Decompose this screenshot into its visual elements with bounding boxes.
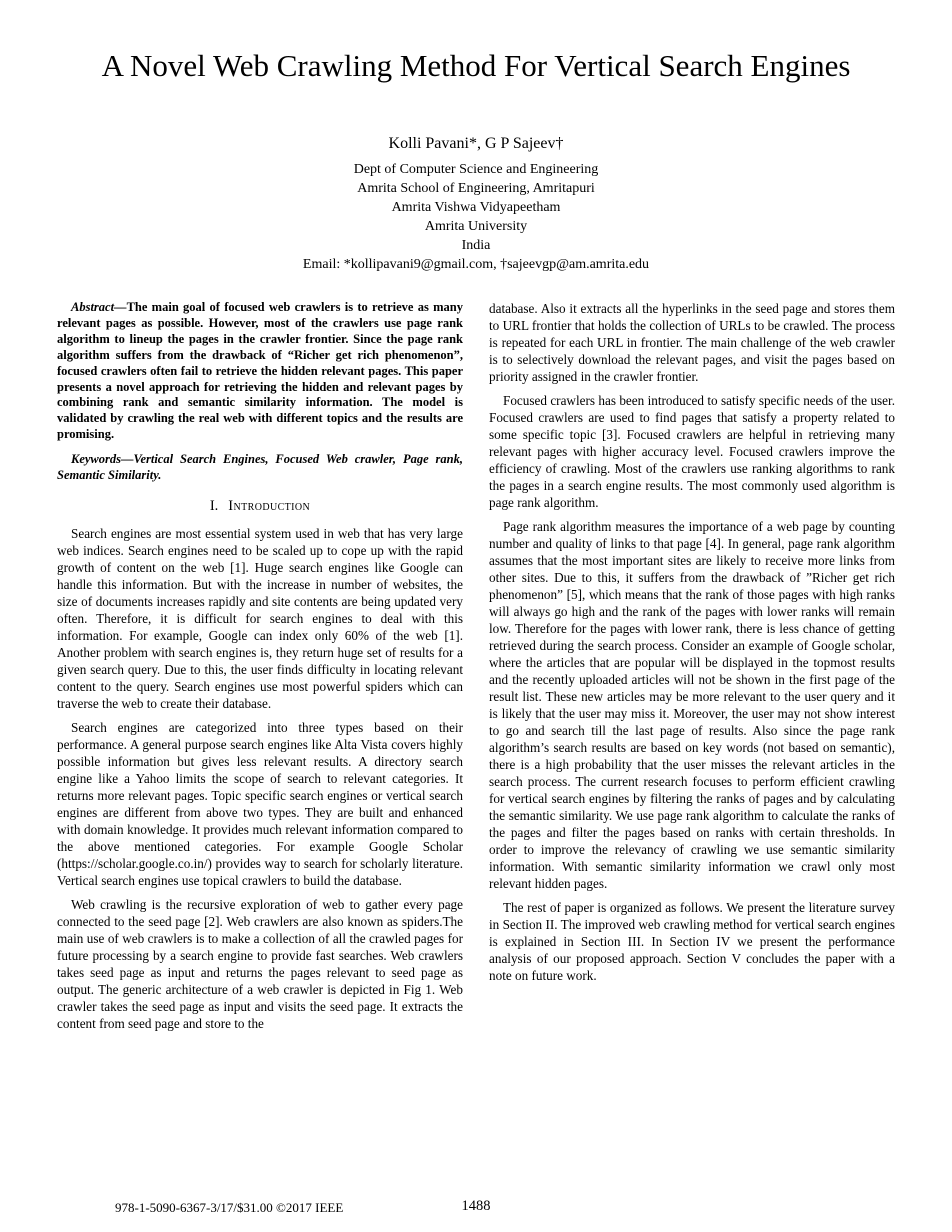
- section-title: Introduction: [228, 497, 311, 514]
- left-column: [57, 300, 463, 1039]
- paragraph: database. Also it extracts all the hyperlinks in the seed page and stores them to URL frontier that holds the collection of URLs to be crawled. The process is repeated for each URL in frontier. The main challenge of the web crawler is to selectively download the relevant pages, and visit the pages based on priority assigned in the crawler frontier.: [489, 301, 895, 384]
- page-footer: [0, 1198, 952, 1218]
- section-heading-introduction: [57, 498, 463, 515]
- paragraph: Page rank algorithm measures the importance of a web page by counting number and quality of links to that page [4]. In general, page rank algorithm assumes that the most important sites are likely to receive more links from other sites. Due to this, it suffers from the drawback of ”Richer get rich phenomenon” [5], which means that the rank of those pages with high ranks will always go high and the rank of the pages with lower ranks will remain low. Therefore for the pages with lower rank, there is less chance of getting retrieved during the search process. Consider an example of Google scholar, where the articles that are popular will be displayed in the topmost results and the recently uploaded articles will not be shown in the first page of the result list. These new articles may be more relevant to the user query and it is likely that the user may miss it. Moreover, the user may not show interest to go and search till the last page of results. Also since the page rank algorithm’s search results are based on key words (not based on semantic), there is a high probability that the user misses the relevant articles in the search process. The current research focuses to perform efficient crawling for vertical search engines by filtering the ranks of pages and by calculating the semantic similarity. We use page rank algorithm to calculate the ranks of the pages and filter the pages based on ranks with certain thresholds. In order to improve the relevancy of crawling we use semantic similarity information. With semantic similarity information we crawl only most relevant hidden pages.: [489, 519, 895, 891]
- two-column-body: [57, 300, 895, 1039]
- paragraph: Focused crawlers has been introduced to satisfy specific needs of the user. Focused crawlers are used to find pages that satisfy a property related to some specific topic [3]. Focused crawlers are helpful in retrieving many relevant pages with higher accuracy level. Focused crawlers improve the efficiency of crawling. Most of the crawlers use ranking algorithms to rank the pages in a search engine results. The most commonly used algorithm is page rank algorithm.: [489, 393, 895, 510]
- page-number: 1488: [461, 1198, 491, 1214]
- affiliation-line: Amrita School of Engineering, Amritapuri: [357, 181, 595, 196]
- keywords-text: Vertical Search Engines, Focused Web crawler, Page rank, Semantic Similarity.: [57, 452, 463, 483]
- paper-title: A Novel Web Crawling Method For Vertical Search Engines: [101, 48, 851, 83]
- affiliation-line: Dept of Computer Science and Engineering: [353, 162, 599, 177]
- abstract-text: The main goal of focused web crawlers is to retrieve as many relevant pages as possible. However, most of the crawlers use page rank algorithm to lineup the pages in the crawler frontier. Since the page rank algorithm suffers from the drawback of “Richer get rich phenomenon”, focused crawlers often fail to retrieve the hidden relevant pages. This paper presents a novel approach for retrieving the hidden and relevant pages by combining rank and semantic similarity information. The model is validated by crawling the real web with different topics and the results are promising.: [57, 300, 463, 442]
- keywords: [57, 452, 463, 484]
- paragraph: Web crawling is the recursive exploration of web to gather every page connected to the seed page [2]. Web crawlers are also known as spiders.The main use of web crawlers is to make a collection of all the crawled pages for future processing by a search engine to provide fast searches. Web crawlers takes seed page as input and returns the pages relevant to seed page as output. The generic architecture of a web crawler is depicted in Fig 1. Web crawler takes the seed page as input and visits the seed page. It extracts the content from seed page and store to the: [57, 896, 463, 1031]
- author-block: [57, 134, 895, 274]
- affiliation-line: Amrita University: [424, 219, 528, 234]
- affiliation-line: Amrita Vishwa Vidyapeetham: [391, 200, 561, 215]
- affiliation-line: India: [461, 238, 491, 253]
- keywords-label: Keywords—: [71, 452, 134, 467]
- paragraph: Search engines are categorized into three types based on their performance. A general purpose search engines like Alta Vista covers highly possible information but gives less relevant results. A directory search engine like a Yahoo limits the scope of search to relevant categories. It returns more relevant pages. Topic specific search engines or vertical search engines are different from above two types. They are built and enhanced with domain knowledge. It provides much relevant information compared to the above mentioned categories. For example Google Scholar (https://scholar.google.co.in/) provides way to search for scholarly literature. Vertical search engines use topical crawlers to build the database.: [57, 719, 463, 888]
- email-line: Email: *kollipavani9@gmail.com, †sajeevgp@am.amrita.edu: [302, 257, 650, 272]
- paragraph: Search engines are most essential system used in web that has very large web indices. Search engines need to be scaled up to cope up with the rapid growth of content on the web [1]. Huge search engines like Google can handle this information. But with the increase in number of websites, the size of documents increases rapidly and site contents are being updated very often. Therefore, it is difficult for search engines to deal with this information. For example, Google can index only 60% of the web [1]. Another problem with search engines is, they return huge set of results for a given search query. Due to this, the user finds difficulty in locating relevant content to the query. Search engines use most powerful spiders which can traverse the web to create their database.: [57, 525, 463, 711]
- abstract: [57, 300, 463, 443]
- section-number: I.: [209, 497, 219, 514]
- abstract-label: Abstract—: [71, 300, 127, 314]
- copyright-notice: 978-1-5090-6367-3/17/$31.00 ©2017 IEEE: [115, 1200, 344, 1215]
- paragraph: The rest of paper is organized as follows. We present the literature survey in Section II. The improved web crawling method for vertical search engines is explained in Section III. In Section IV we present the performance analysis of our proposed approach. Section V concludes the paper with a note on future work.: [489, 900, 895, 983]
- right-column: [489, 300, 895, 1039]
- author-names: Kolli Pavani*, G P Sajeev†: [388, 135, 564, 152]
